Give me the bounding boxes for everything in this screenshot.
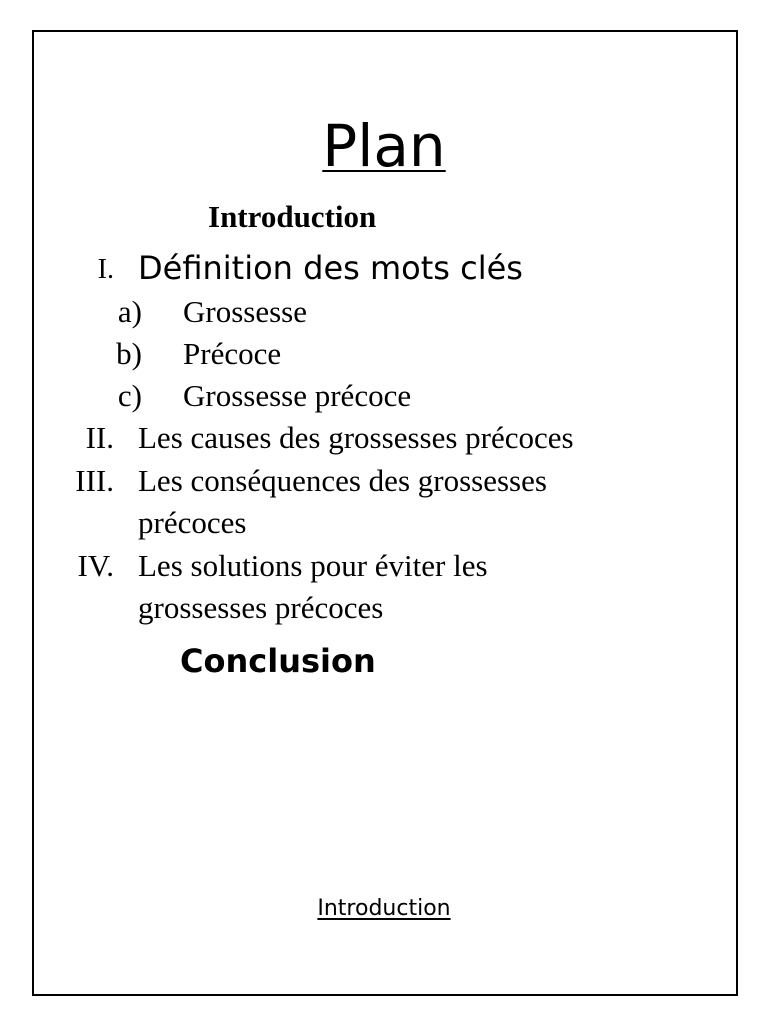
subitem-label: Grossesse précoce: [183, 378, 412, 413]
page-title: Plan: [322, 112, 446, 180]
section-numeral: I.: [97, 254, 114, 285]
section-label: Les causes des grossesses précoces: [138, 420, 574, 455]
section-label: Les conséquences des grossesses précoces: [138, 463, 547, 540]
conclusion-heading: Conclusion: [180, 642, 376, 680]
subitem-marker: a): [117, 294, 142, 329]
footer-link: Introduction: [317, 896, 451, 921]
subitem-marker: c): [117, 378, 142, 413]
section-label: Définition des mots clés: [138, 249, 523, 287]
subitem-marker: b): [116, 336, 142, 371]
introduction-heading: Introduction: [208, 199, 377, 234]
section-label: Les solutions pour éviter les grossesses précoces: [138, 548, 488, 625]
section-numeral: II.: [85, 420, 114, 455]
section-numeral: III.: [75, 463, 114, 498]
section-numeral: IV.: [77, 548, 114, 583]
subitem-label: Grossesse: [183, 294, 307, 329]
subitem-label: Précoce: [183, 336, 282, 371]
